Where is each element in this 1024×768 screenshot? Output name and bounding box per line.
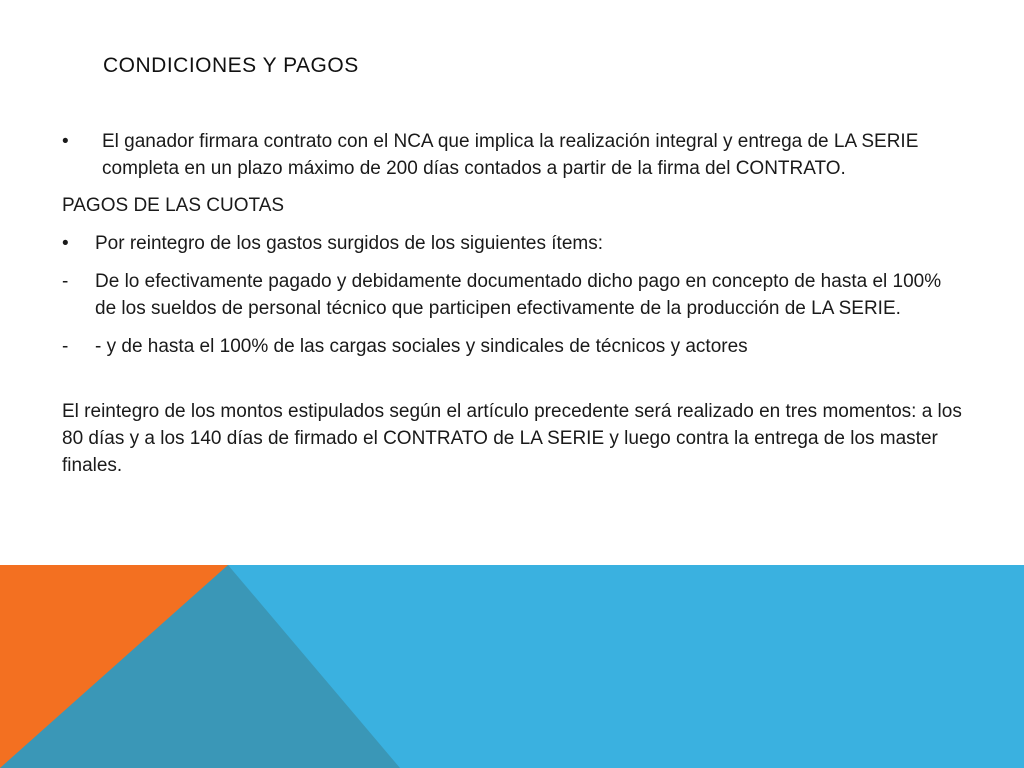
dash-text: De lo efectivamente pagado y debidamente documentado dicho pago en concepto de hasta el 100% de los sueldos de personal técnico que participen efectivamente de la producción de LA SERIE. — [95, 271, 942, 319]
section-heading-payments: PAGOS DE LAS CUOTAS — [62, 195, 285, 216]
dash-item-salaries — [62, 268, 962, 322]
dash-marker: - — [62, 336, 69, 357]
bullet-item-reimbursement — [62, 230, 962, 257]
bullet-marker: • — [62, 233, 69, 254]
decorative-footer-shapes — [0, 565, 1024, 768]
closing-paragraph: El reintegro de los montos estipulados según el artículo precedente será realizado en tres momentos: a los 80 días y a los 140 días de firmado el CONTRATO de LA SERIE y luego contra la entrega de los master finales. — [62, 401, 962, 476]
dash-text: - y de hasta el 100% de las cargas sociales y sindicales de técnicos y actores — [95, 336, 748, 357]
bullet-marker: • — [62, 131, 69, 152]
bullet-item-contract — [62, 128, 962, 182]
bullet-text: Por reintegro de los gastos surgidos de los siguientes ítems: — [95, 233, 603, 254]
dash-item-social-charges — [62, 333, 962, 360]
slide-body — [62, 128, 962, 479]
dash-marker: - — [62, 271, 69, 292]
slide-title: CONDICIONES Y PAGOS — [103, 54, 359, 77]
bullet-text: El ganador firmara contrato con el NCA que implica la realización integral y entrega de LA SERIE completa en un plazo máximo de 200 días contados a partir de la firma del CONTRATO. — [102, 131, 919, 179]
